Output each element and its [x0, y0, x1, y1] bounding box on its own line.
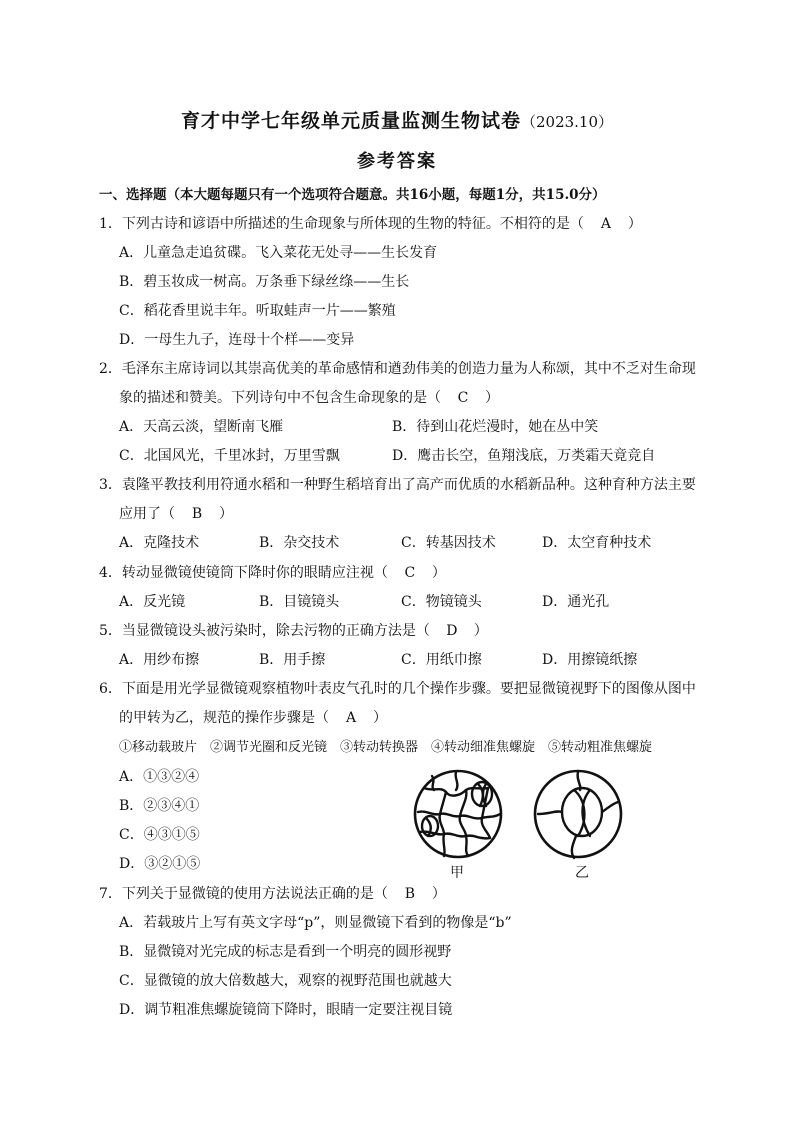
question-1-stem: 1．下列古诗和谚语中所描述的生命现象与所体现的生物的特征。不相符的是（ A ）	[99, 216, 642, 232]
microscope-field-figure	[410, 768, 640, 880]
question-5-option-a: A．用纱布擦	[119, 652, 200, 668]
question-4-option-d: D．通光孔	[542, 594, 610, 610]
question-1-option-a: A．儿童急走追贫碟。飞入菜花无处寻——生长发育	[119, 245, 438, 261]
field-yi-image	[535, 771, 621, 858]
question-2-answer: C	[457, 390, 469, 406]
question-5-option-b: B．用手擦	[259, 652, 326, 668]
question-6-stem-line1: 6．下面是用光学显微镜观察植物叶表皮气孔时的几个操作步骤。要把显微镜视野下的图像从图中	[99, 681, 696, 697]
question-3-option-a: A．克隆技术	[119, 535, 200, 551]
question-6-option-c: C．④③①⑤	[119, 827, 200, 843]
question-2-option-d: D．鹰击长空，鱼翔浅底，万类霜天竟竞自	[392, 448, 656, 464]
question-2-option-b: B．待到山花烂漫时，她在丛中笑	[392, 419, 599, 435]
question-4-answer: C	[404, 565, 416, 581]
figure-label-yi: 乙	[575, 865, 589, 881]
question-5-answer: D	[446, 623, 458, 639]
question-3-answer: B	[191, 506, 203, 522]
question-1-answer: A	[600, 216, 611, 232]
question-4-option-b: B．目镜镜头	[259, 594, 340, 610]
page-title	[0, 106, 794, 133]
field-jia-image	[415, 771, 501, 857]
question-4-option-c: C．物镜镜头	[401, 594, 482, 610]
question-7-answer: B	[404, 886, 416, 902]
question-6-option-a: A．①③②④	[119, 769, 200, 785]
question-6-stem-line2: 的甲转为乙，规范的操作步骤是（ A ）	[119, 710, 387, 726]
question-3-option-b: B．杂交技术	[259, 535, 340, 551]
question-3-option-c: C．转基因技术	[401, 535, 496, 551]
title-text: 育才中学七年级单元质量监测生物试卷	[180, 110, 521, 132]
page-subtitle: 参考答案	[357, 151, 437, 172]
question-6-option-b: B．②③④①	[119, 798, 200, 814]
question-1-option-d: D．一母生九子，连母十个样——变异	[119, 332, 355, 348]
question-7-option-a: A．若载玻片上写有英文字母“p”，则显微镜下看到的物像是“b”	[119, 915, 512, 931]
question-2-option-a: A．天高云淡，望断南飞雁	[119, 419, 284, 435]
title-date: （2023.10）	[520, 113, 614, 131]
question-1-option-c: C．稻花香里说丰年。听取蛙声一片——繁殖	[119, 303, 396, 319]
section-heading: 一、选择题（本大题每题只有一个选项符合题意。共16小题，每题1分，共15.0分）	[99, 187, 606, 203]
question-5-option-c: C．用纸巾擦	[401, 652, 482, 668]
question-7-option-c: C．显微镜的放大倍数越大，观察的视野范围也就越大	[119, 973, 452, 989]
question-6-steps: ①移动载玻片 ②调节光圈和反光镜 ③转动转换器 ④转动细准焦螺旋 ⑤转动粗准焦螺旋	[119, 740, 653, 755]
question-4-option-a: A．反光镜	[119, 594, 186, 610]
question-3-option-d: D．太空育种技术	[542, 535, 652, 551]
question-1-option-b: B．碧玉妆成一树高。万条垂下绿丝绦——生长	[119, 274, 410, 290]
question-2-option-c: C．北国风光，千里冰封，万里雪飘	[119, 448, 340, 464]
question-3-stem-line2: 应用了（ B ）	[119, 506, 233, 522]
question-3-stem-line1: 3．袁隆平教技利用符通水稻和一种野生稻培育出了高产而优质的水稻新品种。这种育种方法主要	[99, 477, 696, 493]
question-5-stem: 5．当显微镜设头被污染时，除去污物的正确方法是（ D ）	[99, 623, 488, 639]
question-7-option-d: D．调节粗准焦螺旋镜筒下降时，眼睛一定要注视目镜	[119, 1002, 453, 1018]
question-7-stem: 7．下列关于显微镜的使用方法说法正确的是（ B ）	[99, 886, 446, 902]
question-7-option-b: B．显微镜对光完成的标志是看到一个明亮的圆形视野	[119, 944, 452, 960]
question-6-answer: A	[345, 710, 357, 726]
question-2-stem-line2: 象的描述和赞美。下列诗句中不包含生命现象的是（ C ）	[119, 390, 499, 406]
figure-label-jia: 甲	[450, 865, 464, 881]
question-5-option-d: D．用擦镜纸擦	[542, 652, 638, 668]
question-6-option-d: D．③②①⑤	[119, 856, 201, 872]
question-2-stem-line1: 2．毛泽东主席诗词以其崇高优美的革命感情和遒劲伟美的创造力量为人称颂，其中不乏对生命现	[99, 361, 696, 377]
question-4-stem: 4．转动显微镜使镜筒下降时你的眼睛应注视（ C ）	[99, 565, 446, 581]
